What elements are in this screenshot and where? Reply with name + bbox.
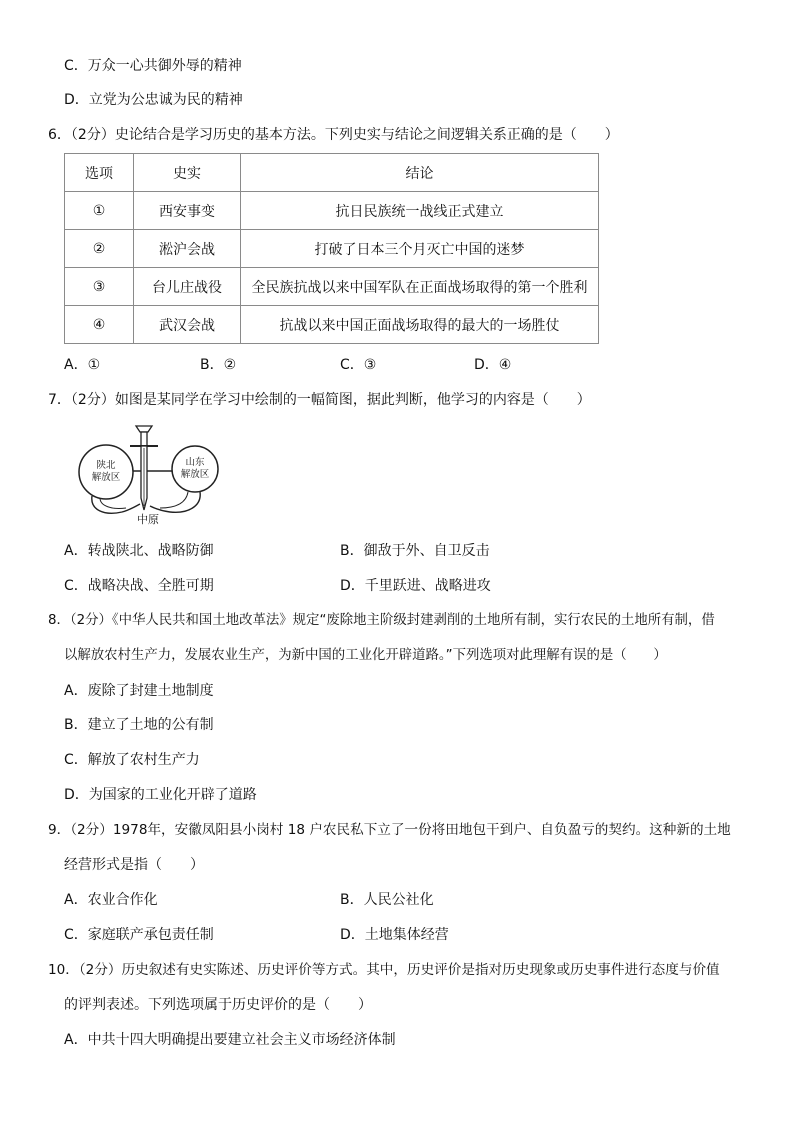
table-cell: ③ <box>65 268 134 306</box>
q5-option-c: C．万众一心共御外辱的精神 <box>64 58 242 74</box>
table-cell: ② <box>65 230 134 268</box>
history-facts-table <box>64 153 599 344</box>
question-9-stem-line2: 经营形式是指（ ） <box>64 857 204 873</box>
table-cell: 西安事变 <box>134 192 241 230</box>
question-10-stem-line2: 的评判表述。下列选项属于历史评价的是（ ） <box>64 997 372 1013</box>
question-8-stem-line2: 以解放农村生产力，发展农业生产，为新中国的工业化开辟道路。”下列选项对此理解有误的是（ ） <box>64 648 667 663</box>
table-cell: ④ <box>65 306 134 344</box>
q7-option-c: C．战略决战、全胜可期 <box>64 578 214 594</box>
q8-option-b: B．建立了土地的公有制 <box>64 717 214 733</box>
table-header: 选项 <box>65 154 134 192</box>
q8-option-a: A．废除了封建土地制度 <box>64 683 214 699</box>
question-6-stem: 6．（2分）史论结合是学习历史的基本方法。下列史实与结论之间逻辑关系正确的是（ ） <box>48 127 619 143</box>
q9-option-a: A．农业合作化 <box>64 892 158 908</box>
table-row <box>65 192 599 230</box>
q9-option-c: C．家庭联产承包责任制 <box>64 927 214 943</box>
table-row <box>65 230 599 268</box>
table-row <box>65 306 599 344</box>
q10-option-a: A．中共十四大明确提出要建立社会主义市场经济体制 <box>64 1032 396 1048</box>
question-9-stem-line1: 9．（2分）1978年，安徽凤阳县小岗村 18 户农民私下立了一份将田地包干到户、自负盈亏的契约。这种新的土地 <box>48 822 731 838</box>
q6-option-b: B．② <box>200 357 237 373</box>
q9-option-d: D．土地集体经营 <box>340 927 449 943</box>
table-cell: 台儿庄战役 <box>134 268 241 306</box>
q6-option-d: D．④ <box>474 357 512 373</box>
q7-option-d: D．千里跃进、战略进攻 <box>340 578 491 594</box>
q6-option-c: C．③ <box>340 357 377 373</box>
question-7-stem: 7．（2分）如图是某同学在学习中绘制的一幅简图，据此判断，他学习的内容是（ ） <box>48 392 591 408</box>
table-cell: ① <box>65 192 134 230</box>
table-cell: 打破了日本三个月灭亡中国的迷梦 <box>241 230 599 268</box>
table-cell: 抗战以来中国正面战场取得的最大的一场胜仗 <box>241 306 599 344</box>
left-circle-line1: 陕北 <box>96 460 116 471</box>
right-circle-line2: 解放区 <box>180 469 210 480</box>
central-plains-label: 中原 <box>137 513 159 526</box>
table-row <box>65 268 599 306</box>
q8-option-d: D．为国家的工业化开辟了道路 <box>64 787 257 803</box>
table-cell: 淞沪会战 <box>134 230 241 268</box>
sword-diagram-svg <box>70 420 230 530</box>
q7-option-b: B．御敌于外、自卫反击 <box>340 543 490 559</box>
q8-option-c: C．解放了农村生产力 <box>64 752 200 768</box>
table-header: 结论 <box>241 154 599 192</box>
table-cell: 武汉会战 <box>134 306 241 344</box>
table-header: 史实 <box>134 154 241 192</box>
q9-option-b: B．人民公社化 <box>340 892 434 908</box>
table-cell: 抗日民族统一战线正式建立 <box>241 192 599 230</box>
left-circle-line2: 解放区 <box>91 472 121 483</box>
right-circle-line1: 山东 <box>185 457 205 468</box>
question-8-stem-line1: 8．（2分）《中华人民共和国土地改革法》规定“废除地主阶级封建剥削的土地所有制，实行农民的土地所有制，借 <box>48 613 715 628</box>
q7-option-a: A．转战陕北、战略防御 <box>64 543 214 559</box>
q6-option-a: A．① <box>64 357 101 373</box>
question-10-stem-line1: 10．（2分）历史叙述有史实陈述、历史评价等方式。其中，历史评价是指对历史现象或历史事件进行态度与价值 <box>48 962 720 978</box>
table-header-row <box>65 154 599 192</box>
war-map-sketch <box>70 420 230 530</box>
q5-option-d: D．立党为公忠诚为民的精神 <box>64 92 243 108</box>
table-cell: 全民族抗战以来中国军队在正面战场取得的第一个胜利 <box>241 268 599 306</box>
